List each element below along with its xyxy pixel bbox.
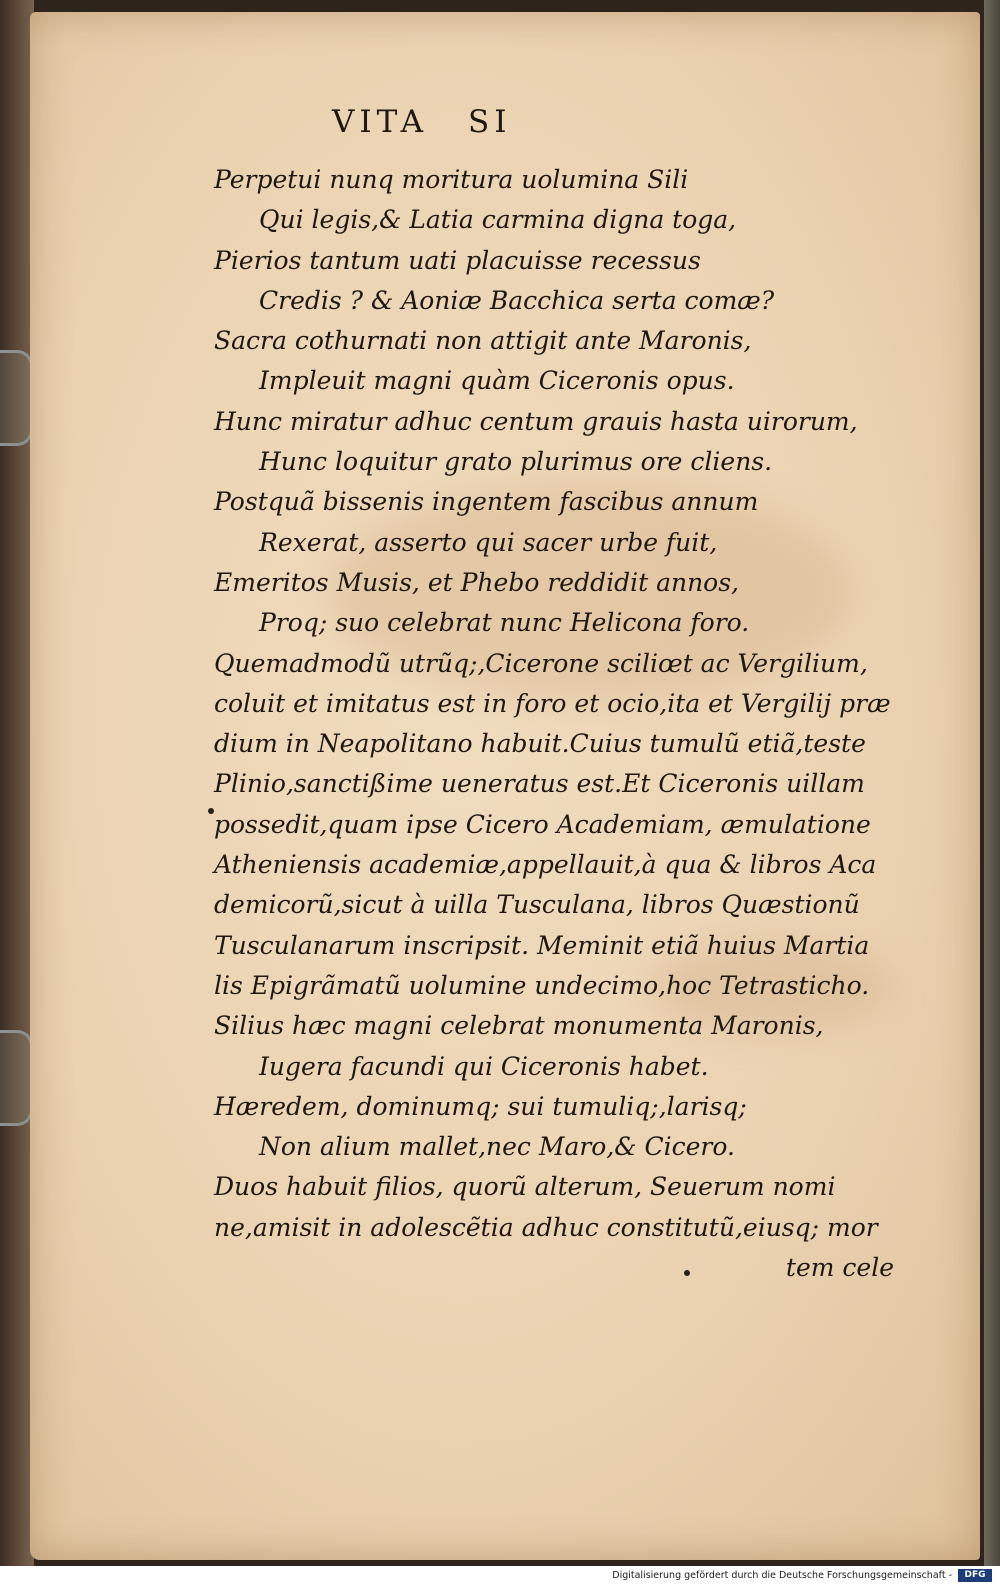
- text-line: Silius hæc magni celebrat monumenta Maronis,: [214, 1011, 824, 1041]
- book-clasp-top: [0, 350, 33, 446]
- text-line: Perpetui nunq moritura uolumina Sili: [214, 165, 689, 194]
- text-line: Proq; suo celebrat nunc Helicona foro.: [259, 608, 750, 638]
- text-line: lis Epigrãmatũ uolumine undecimo,hoc Tetrasticho.: [214, 970, 870, 1000]
- text-line: Credis ? & Aoniæ Bacchica serta comæ?: [259, 285, 775, 315]
- running-header: [332, 104, 512, 140]
- ink-speck: [208, 808, 214, 814]
- text-line: Quemadmodũ utrũq;,Cicerone sciliœt ac Vergilium,: [214, 648, 868, 678]
- book-clasp-bottom: [0, 1030, 33, 1126]
- dfg-logo: DFG: [958, 1569, 992, 1582]
- text-line: Rexerat, asserto qui sacer urbe fuit,: [259, 527, 718, 557]
- text-line: dium in Neapolitano habuit.Cuius tumulũ etiã,teste: [214, 729, 866, 759]
- catchword: tem cele: [785, 1253, 894, 1283]
- text-line: possedit,quam ipse Cicero Academiam, æmulatione: [214, 809, 871, 839]
- text-line: demicorũ,sicut à uilla Tusculana, libros Quæstionũ: [214, 890, 860, 920]
- text-line: Pierios tantum uati placuisse recessus: [214, 245, 701, 275]
- book-binding-left: [0, 0, 34, 1566]
- ink-speck: [684, 1270, 690, 1276]
- text-line: Duos habuit filios, quorũ alterum, Seuerum nomi: [214, 1172, 836, 1202]
- text-line: Plinio,sanctißime ueneratus est.Et Ciceronis uillam: [214, 769, 865, 799]
- text-line: Tusculanarum inscripsit. Meminit etiã huius Martia: [214, 930, 870, 960]
- text-line: Impleuit magni quàm Ciceronis opus.: [259, 366, 735, 396]
- text-line: ne,amisit in adolescẽtia adhuc constitutũ,eiusq; mor: [214, 1212, 878, 1242]
- text-line: Emeritos Musis, et Phebo reddidit annos,: [214, 567, 739, 597]
- page-text: [214, 160, 904, 1288]
- running-header-title: VITA: [332, 104, 429, 140]
- footer-bar: [0, 1566, 1000, 1586]
- text-line: Postquã bissenis ingentem fascibus annum: [214, 487, 759, 517]
- book-binding-right: [984, 0, 1000, 1566]
- text-line: Non alium mallet,nec Maro,& Cicero.: [259, 1132, 735, 1162]
- running-header-subtitle: SI: [468, 104, 512, 140]
- text-line: Iugera facundi qui Ciceronis habet.: [259, 1051, 709, 1081]
- text-line: Hunc loquitur grato plurimus ore cliens.: [259, 447, 773, 477]
- text-line: Hunc miratur adhuc centum grauis hasta uirorum,: [214, 406, 858, 436]
- funding-credit: Digitalisierung gefördert durch die Deutsche Forschungsgemeinschaft -: [612, 1570, 952, 1581]
- text-line: Qui legis,& Latia carmina digna toga,: [259, 205, 737, 235]
- text-line: Sacra cothurnati non attigit ante Maronis,: [214, 326, 752, 356]
- text-line: coluit et imitatus est in foro et ocio,ita et Vergilij præ: [214, 688, 891, 718]
- text-line: Atheniensis academiæ,appellauit,à qua & libros Aca: [214, 850, 877, 880]
- text-line: Hæredem, dominumq; sui tumuliq;,larisq;: [214, 1091, 747, 1121]
